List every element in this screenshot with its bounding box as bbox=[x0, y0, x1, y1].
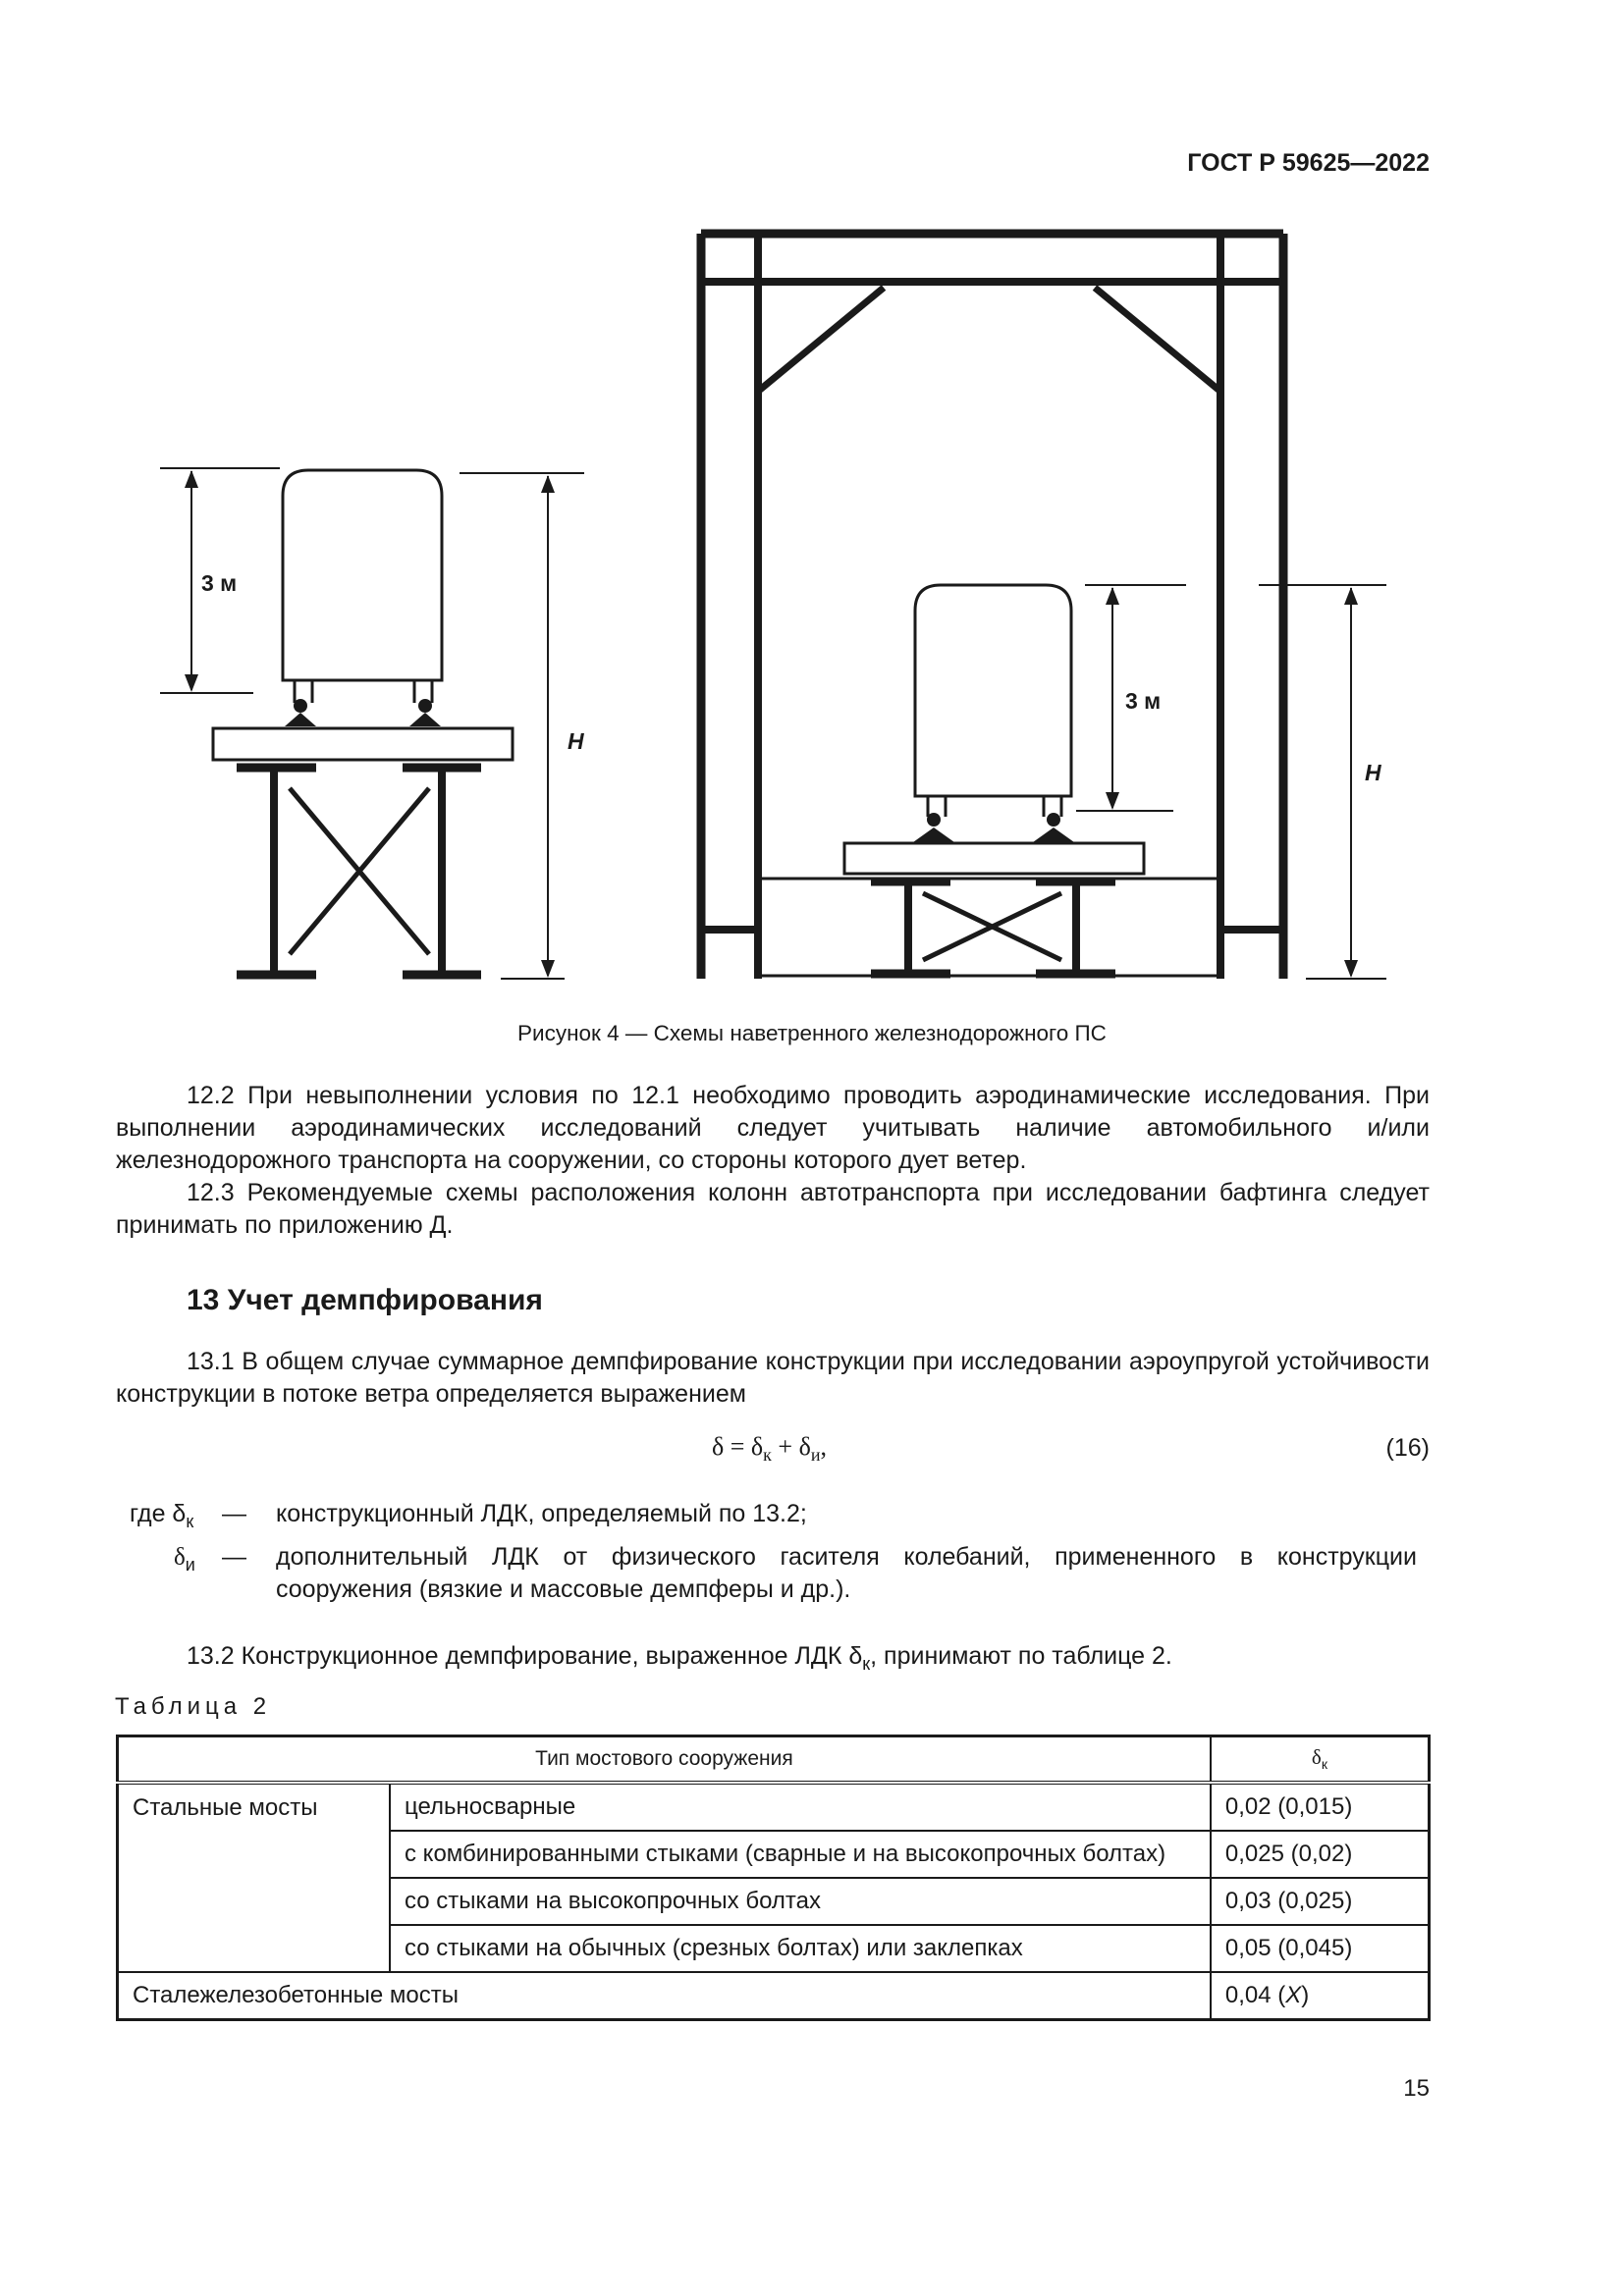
group-steel-bridges: Стальные мосты bbox=[118, 1783, 391, 1972]
where-item-2-dash: — bbox=[222, 1543, 246, 1571]
header-bridge-type: Тип мостового сооружения bbox=[118, 1736, 1211, 1784]
table-cell-value: 0,02 (0,015) bbox=[1211, 1783, 1430, 1831]
composite-bridges: Сталежелезобетонные мосты bbox=[118, 1972, 1211, 2020]
where-item-1-text: конструкционный ЛДК, определяемый по 13.2; bbox=[276, 1500, 807, 1527]
left-scheme bbox=[160, 468, 584, 979]
left-h-label: H bbox=[568, 728, 584, 754]
table-label: Таблица 2 bbox=[115, 1693, 272, 1720]
where-item-1-symbol: где $\delta_к$ bbox=[130, 1500, 194, 1531]
left-3m-label: 3 м bbox=[201, 570, 238, 596]
where-item-2-text: дополнительный ЛДК от физического гасителя колебаний, примененного в конструкции сооружения (вязкие и массовые демпферы и др.). bbox=[276, 1543, 1417, 1603]
table-row bbox=[118, 1972, 1430, 2020]
table-cell-value: 0,04 (X) bbox=[1211, 1972, 1430, 2020]
document-code: ГОСТ Р 59625—2022 bbox=[1187, 149, 1430, 177]
table-cell-subtype: с комбинированными стыками (сварные и на высокопрочных болтах) bbox=[390, 1831, 1211, 1878]
paragraph-13-2: 13.2 Конструкционное демпфирование, выраженное ЛДК $\delta_к$, принимают по таблице 2. bbox=[187, 1642, 1172, 1674]
right-scheme bbox=[701, 234, 1386, 979]
table-header-row bbox=[118, 1736, 1430, 1784]
table-cell-value: 0,025 (0,02) bbox=[1211, 1831, 1430, 1878]
section-13-title: 13 Учет демпфирования bbox=[187, 1284, 543, 1316]
right-h-label: H bbox=[1365, 760, 1381, 785]
paragraph-13-1: 13.1 В общем случае суммарное демпфирование конструкции при исследовании аэроупругой устойчивости конструкции в потоке ветра определяется выражением bbox=[116, 1348, 1430, 1408]
figure-4-diagram bbox=[0, 0, 1624, 1021]
table-cell-subtype: со стыками на обычных (срезных болтах) или заклепках bbox=[390, 1925, 1211, 1972]
equation-number: (16) bbox=[1385, 1434, 1430, 1462]
figure-caption: Рисунок 4 — Схемы наветренного железнодорожного ПС bbox=[517, 1021, 1107, 1045]
table-cell-subtype: цельносварные bbox=[390, 1783, 1211, 1831]
page-number: 15 bbox=[1403, 2075, 1430, 2102]
where-item-1-dash: — bbox=[222, 1500, 246, 1527]
right-3m-label: 3 м bbox=[1125, 688, 1162, 714]
table-2 bbox=[116, 1735, 1431, 2021]
table-cell-value: 0,03 (0,025) bbox=[1211, 1878, 1430, 1925]
table-row bbox=[118, 1783, 1430, 1831]
paragraph-12-2: 12.2 При невыполнении условия по 12.1 необходимо проводить аэродинамические исследования. При выполнении аэродинамических исследований следует учитывать наличие автомобильного и/или железнодорожного транспорта на сооружении, со стороны которого дует ветер. bbox=[116, 1082, 1430, 1174]
table-cell-subtype: со стыками на высокопрочных болтах bbox=[390, 1878, 1211, 1925]
where-item-2-symbol: $\delta_и$ bbox=[174, 1544, 195, 1575]
header-delta: $\delta_к$ bbox=[1211, 1736, 1430, 1784]
table-cell-value: 0,05 (0,045) bbox=[1211, 1925, 1430, 1972]
formula-16: $\delta = \delta_к + \delta_и$, bbox=[712, 1432, 827, 1466]
paragraph-12-3: 12.3 Рекомендуемые схемы расположения колонн автотранспорта при исследовании бафтинга следует принимать по приложению Д. bbox=[116, 1179, 1430, 1239]
